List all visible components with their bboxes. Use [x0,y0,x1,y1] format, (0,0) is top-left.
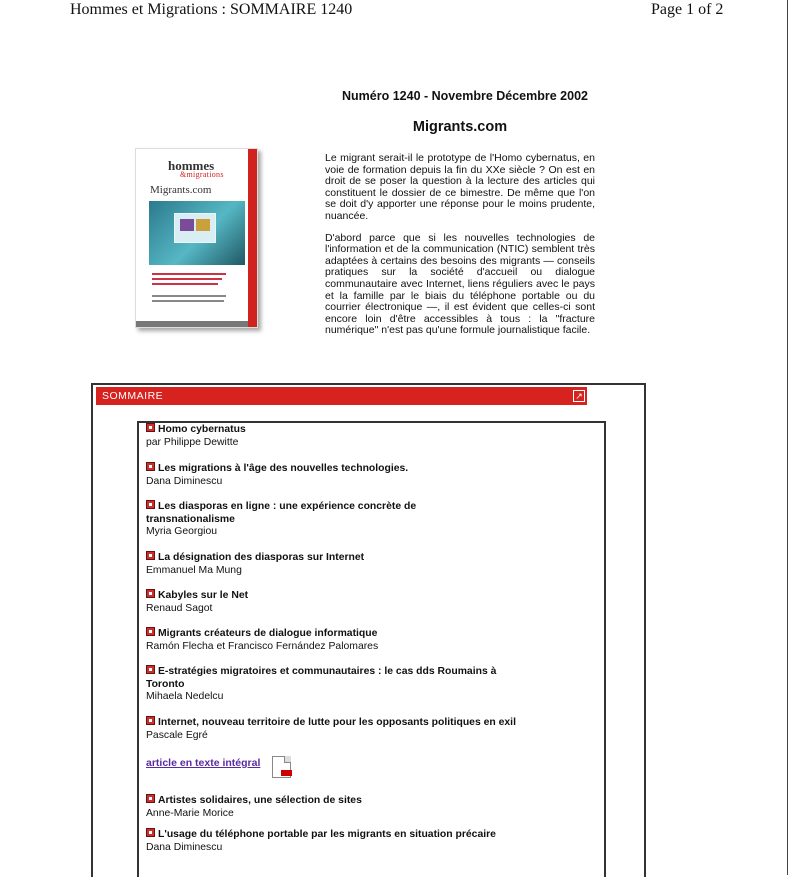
page-header-title: Hommes et Migrations : SOMMAIRE 1240 [70,1,353,18]
article-author: Dana Diminescu [146,841,223,853]
article-author: Anne-Marie Morice [146,807,234,819]
bullet-icon [146,665,155,674]
article-author: Pascale Egré [146,729,208,741]
article-item [146,462,526,488]
cover-screen-panel [180,219,194,231]
bullet-icon [146,627,155,636]
article-author: par Philippe Dewitte [146,436,239,448]
article-title: Artistes solidaires, une sélection de sites [158,795,362,806]
page-number: Page 1 of 2 [651,1,724,18]
article-author: Dana Diminescu [146,475,223,487]
article-item [146,828,496,854]
intro-paragraph: D'abord parce que si les nouvelles technologies de l'information et de la communication (NTIC) semblent très adaptées à certains des besoins des migrants — conseils pratiques sur la société d'accueil ou dialogue communautaire avec Internet, liens réguliers avec le pays et la famille par le biais du téléphone portable ou du courrier électronique —, il est évident que celles-ci sont encore loin d'être accessibles à tous : la "fracture numérique" n'est pas qu'une formule journalistique facile. [325,231,595,337]
bullet-icon [146,716,155,725]
bullet-icon [146,589,155,598]
cover-red-band [248,149,257,327]
article-item [146,627,526,653]
fulltext-link[interactable]: article en texte intégral [146,757,261,769]
cover-logo-bottom: &migrations [180,170,224,179]
article-title: Internet, nouveau territoire de lutte pour les opposants politiques en exil [158,717,516,728]
intro-paragraph: Le migrant serait-il le prototype de l'Homo cybernatus, en voie de formation depuis la fin du XXe siècle ? On est en droit de se poser la question à la lecture des articles qui constituent le dossier de ce bimestre. De même que l'on se doit d'y apporter une réponse pour le moins prudente, nuancée. [325,152,595,222]
pdf-icon[interactable] [272,756,291,778]
article-author: Mihaela Nedelcu [146,691,224,702]
cover-screen-panel [196,219,210,231]
cover-text-line [152,300,224,302]
sommaire-label: SOMMAIRE [102,390,164,402]
cover-text-line [152,278,222,280]
bullet-icon [146,828,155,837]
cover-logo-top: hommes [168,158,215,173]
article-title: Migrants créateurs de dialogue informatique [158,628,378,639]
cover-text-line [152,295,226,297]
cover-text-line [152,273,226,275]
feature-title: Migrants.com [412,119,508,135]
bullet-icon [146,551,155,560]
article-title: L'usage du téléphone portable par les migrants en situation précaire [158,829,496,840]
article-title: Les diasporas en ligne : une expérience concrète de transnationalisme [146,501,417,525]
article-item [146,716,526,742]
bullet-icon [146,462,155,471]
cover-text-line [152,283,218,285]
magazine-cover [135,148,258,328]
pdf-badge [281,770,292,776]
article-item [146,423,526,449]
article-item [146,665,526,704]
page-edge-rule [787,0,788,875]
article-title: Les migrations à l'âge des nouvelles technologies. [158,463,409,474]
article-author: Renaud Sagot [146,602,213,614]
article-author: Emmanuel Ma Mung [146,564,242,576]
article-item [146,589,526,615]
article-item [146,794,526,820]
cover-footer [136,321,248,327]
external-link-icon[interactable]: ↗ [573,390,585,402]
article-author: Ramón Flecha et Francisco Fernández Palomares [146,640,379,652]
fulltext-link-wrapper [146,757,260,769]
cover-title: Migrants.com [150,184,212,196]
article-item [146,551,526,577]
bullet-icon [146,500,155,509]
intro-text [325,153,595,347]
article-title: Homo cybernatus [158,424,246,435]
bullet-icon [146,794,155,803]
bullet-icon [146,423,155,432]
article-item [146,500,446,539]
sommaire-header-bar [96,387,587,405]
article-author: Myria Georgiou [146,526,218,537]
article-title: Kabyles sur le Net [158,590,249,601]
article-title: La désignation des diasporas sur Internet [158,552,365,563]
article-title: E-stratégies migratoires et communautaires : le cas dds Roumains à Toronto [146,666,497,690]
issue-heading: Numéro 1240 - Novembre Décembre 2002 [342,89,588,103]
